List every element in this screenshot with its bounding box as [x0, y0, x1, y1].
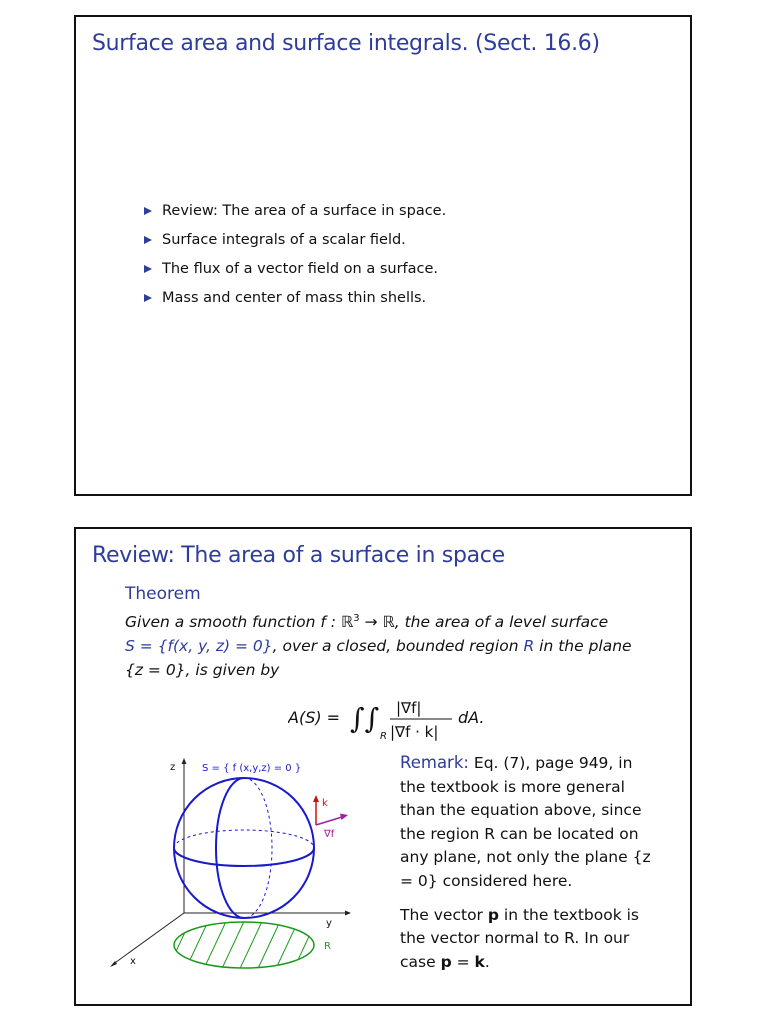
- x-axis: [112, 913, 184, 965]
- outline-item: [144, 255, 446, 284]
- slide-2-title: Review: The area of a surface in space: [92, 543, 505, 568]
- bullet-triangle-icon: [144, 294, 152, 302]
- theorem-text: , over a closed, bounded region: [272, 637, 524, 656]
- area-formula-graphic: [288, 695, 518, 745]
- z-arrow-icon: [182, 758, 187, 764]
- k-label: k: [322, 798, 328, 809]
- formula-dA: dA.: [458, 708, 485, 727]
- vector-p-symbol: p: [440, 952, 452, 971]
- theorem-text: {z = 0}, is given by: [125, 661, 280, 680]
- area-formula: [288, 695, 518, 749]
- outline-item: [144, 284, 446, 313]
- theorem-text: in the plane: [534, 637, 632, 656]
- vector-p-text: The vector: [400, 905, 488, 924]
- vector-p-equals: =: [451, 952, 475, 971]
- gradient-label: ∇f: [324, 829, 335, 840]
- surface-definition: S = {f(x, y, z) = 0}: [125, 637, 273, 656]
- surface-figure: [102, 751, 392, 980]
- bullet-triangle-icon: [144, 236, 152, 244]
- vector-p-text: in the textbook is the vector normal to R. In our case: [400, 905, 639, 971]
- vector-k-symbol: k: [474, 952, 485, 971]
- outline-item-text: The flux of a vector field on a surface.: [162, 261, 439, 277]
- theorem-text: → ℝ, the area of a level surface: [359, 613, 609, 632]
- surface-label: S = { f (x,y,z) = 0 }: [202, 763, 302, 774]
- gradient-vector: [316, 817, 342, 825]
- double-integral-sign: ∫∫: [350, 702, 380, 735]
- vector-p-paragraph: [400, 904, 660, 975]
- integral-region: R: [380, 731, 387, 742]
- theorem-heading: Theorem: [125, 584, 201, 604]
- sphere-equator-back: [174, 830, 314, 848]
- remark-text: Eq. (7), page 949, in the textbook is more general than the equation above, since the region R can be located on any plane, not only the plane {z = 0} considered here.: [400, 754, 651, 890]
- slide-1: [74, 15, 692, 496]
- sphere-equator-front: [174, 848, 314, 866]
- theorem-text: Given a smooth function f : ℝ: [125, 613, 354, 632]
- z-axis-label: z: [170, 762, 176, 773]
- remark-label: Remark:: [400, 753, 469, 772]
- sphere-diagram: [102, 751, 392, 976]
- sphere-outline: [174, 778, 314, 918]
- remark-block: [400, 751, 660, 984]
- region-label: R: [324, 941, 331, 952]
- y-arrow-icon: [345, 911, 351, 916]
- outline-item: [144, 197, 446, 226]
- slide-1-title: Surface area and surface integrals. (Sect. 16.6): [92, 31, 600, 56]
- outline-item-text: Mass and center of mass thin shells.: [162, 290, 427, 306]
- sphere-meridian-front: [216, 778, 244, 918]
- y-axis-label: y: [326, 918, 332, 929]
- outline-item: [144, 226, 446, 255]
- vector-p-end: .: [484, 952, 490, 971]
- outline-item-text: Surface integrals of a scalar field.: [162, 232, 406, 248]
- formula-lhs: A(S) =: [288, 708, 341, 727]
- outline-list: [144, 197, 446, 313]
- bullet-triangle-icon: [144, 265, 152, 273]
- region-symbol: R: [523, 637, 535, 656]
- vector-p-symbol: p: [487, 905, 499, 924]
- bullet-triangle-icon: [144, 207, 152, 215]
- formula-numerator: |∇f|: [396, 699, 422, 717]
- theorem-superscript: 3: [353, 613, 360, 624]
- gradient-arrow-icon: [340, 814, 348, 821]
- slide-2: [74, 527, 692, 1006]
- sphere-meridian-back: [244, 778, 272, 918]
- k-arrow-icon: [313, 795, 319, 802]
- outline-item-text: Review: The area of a surface in space.: [162, 203, 447, 219]
- remark-paragraph: [400, 751, 660, 894]
- x-axis-label: x: [130, 956, 136, 967]
- theorem-statement: [125, 607, 665, 682]
- formula-denominator: |∇f · k|: [390, 723, 439, 741]
